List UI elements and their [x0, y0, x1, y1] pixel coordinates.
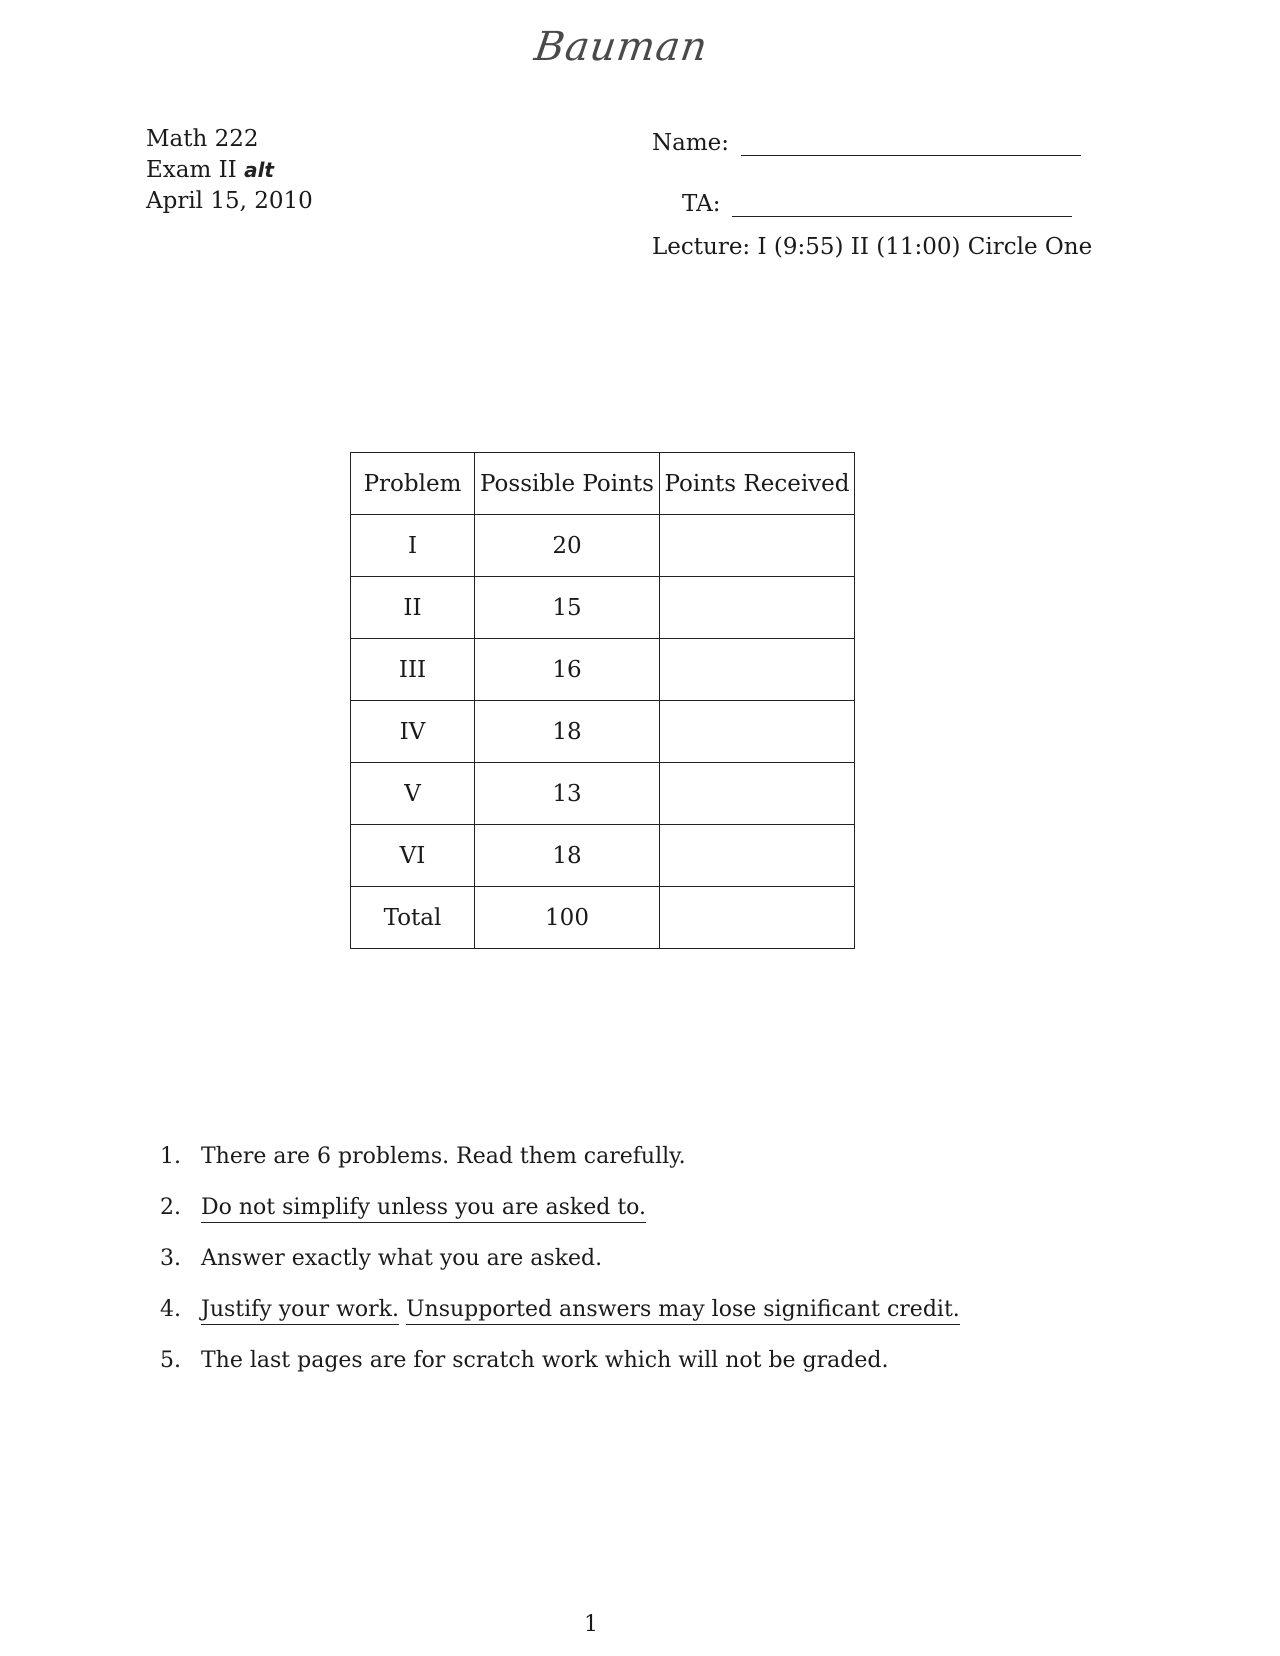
- handwritten-name: Bauman: [531, 24, 711, 70]
- exam-title: [146, 155, 313, 186]
- table-row-total: [351, 887, 855, 949]
- item-text: Answer exactly what you are asked.: [201, 1246, 603, 1271]
- table-row: [351, 577, 855, 639]
- problem-cell: Total: [351, 887, 475, 949]
- list-item: [160, 1144, 960, 1195]
- points-received-cell[interactable]: [660, 887, 855, 949]
- points-received-cell[interactable]: [660, 515, 855, 577]
- problem-cell: VI: [351, 825, 475, 887]
- name-label: Name:: [652, 130, 730, 156]
- exam-note: alt: [244, 158, 274, 182]
- column-header: Problem: [351, 453, 475, 515]
- points-received-cell[interactable]: [660, 639, 855, 701]
- points-received-cell[interactable]: [660, 763, 855, 825]
- problem-cell: III: [351, 639, 475, 701]
- score-table: [350, 452, 855, 949]
- problem-cell: V: [351, 763, 475, 825]
- list-item: [160, 1297, 960, 1348]
- list-item: [160, 1348, 960, 1399]
- exam-date: April 15, 2010: [146, 188, 313, 214]
- possible-points-cell: 18: [475, 701, 660, 763]
- table-row: [351, 515, 855, 577]
- column-header: Points Received: [660, 453, 855, 515]
- item-number: 2.: [160, 1195, 181, 1220]
- possible-points-cell: 18: [475, 825, 660, 887]
- item-number: 5.: [160, 1348, 181, 1373]
- table-row: [351, 763, 855, 825]
- list-item: [160, 1195, 960, 1246]
- table-header-row: [351, 453, 855, 515]
- item-text: Justify your work.: [201, 1297, 399, 1325]
- exam-label: Exam II: [146, 157, 237, 183]
- table-row: [351, 701, 855, 763]
- possible-points-cell: 16: [475, 639, 660, 701]
- item-number: 4.: [160, 1297, 181, 1322]
- item-number: 3.: [160, 1246, 181, 1271]
- item-text: Unsupported answers may lose significant credit.: [406, 1297, 960, 1325]
- name-field: [652, 130, 1081, 156]
- ta-field: [682, 191, 1072, 217]
- exam-header: [146, 124, 313, 217]
- possible-points-cell: 100: [475, 887, 660, 949]
- item-text: There are 6 problems. Read them carefully.: [201, 1144, 686, 1169]
- points-received-cell[interactable]: [660, 701, 855, 763]
- points-received-cell[interactable]: [660, 577, 855, 639]
- table-row: [351, 825, 855, 887]
- name-blank[interactable]: [741, 133, 1081, 156]
- page-number: 1: [584, 1612, 598, 1637]
- problem-cell: IV: [351, 701, 475, 763]
- possible-points-cell: 15: [475, 577, 660, 639]
- ta-label: TA:: [682, 191, 721, 217]
- list-item: [160, 1246, 960, 1297]
- instructions-list: [160, 1144, 960, 1399]
- ta-blank[interactable]: [732, 194, 1072, 217]
- item-text: Do not simplify unless you are asked to.: [201, 1195, 646, 1223]
- table-row: [351, 639, 855, 701]
- item-text: The last pages are for scratch work which will not be graded.: [201, 1348, 889, 1373]
- column-header: Possible Points: [475, 453, 660, 515]
- points-received-cell[interactable]: [660, 825, 855, 887]
- lecture-selection: Lecture: I (9:55) II (11:00) Circle One: [652, 234, 1093, 260]
- problem-cell: I: [351, 515, 475, 577]
- item-number: 1.: [160, 1144, 181, 1169]
- possible-points-cell: 20: [475, 515, 660, 577]
- problem-cell: II: [351, 577, 475, 639]
- possible-points-cell: 13: [475, 763, 660, 825]
- course-title: Math 222: [146, 126, 259, 152]
